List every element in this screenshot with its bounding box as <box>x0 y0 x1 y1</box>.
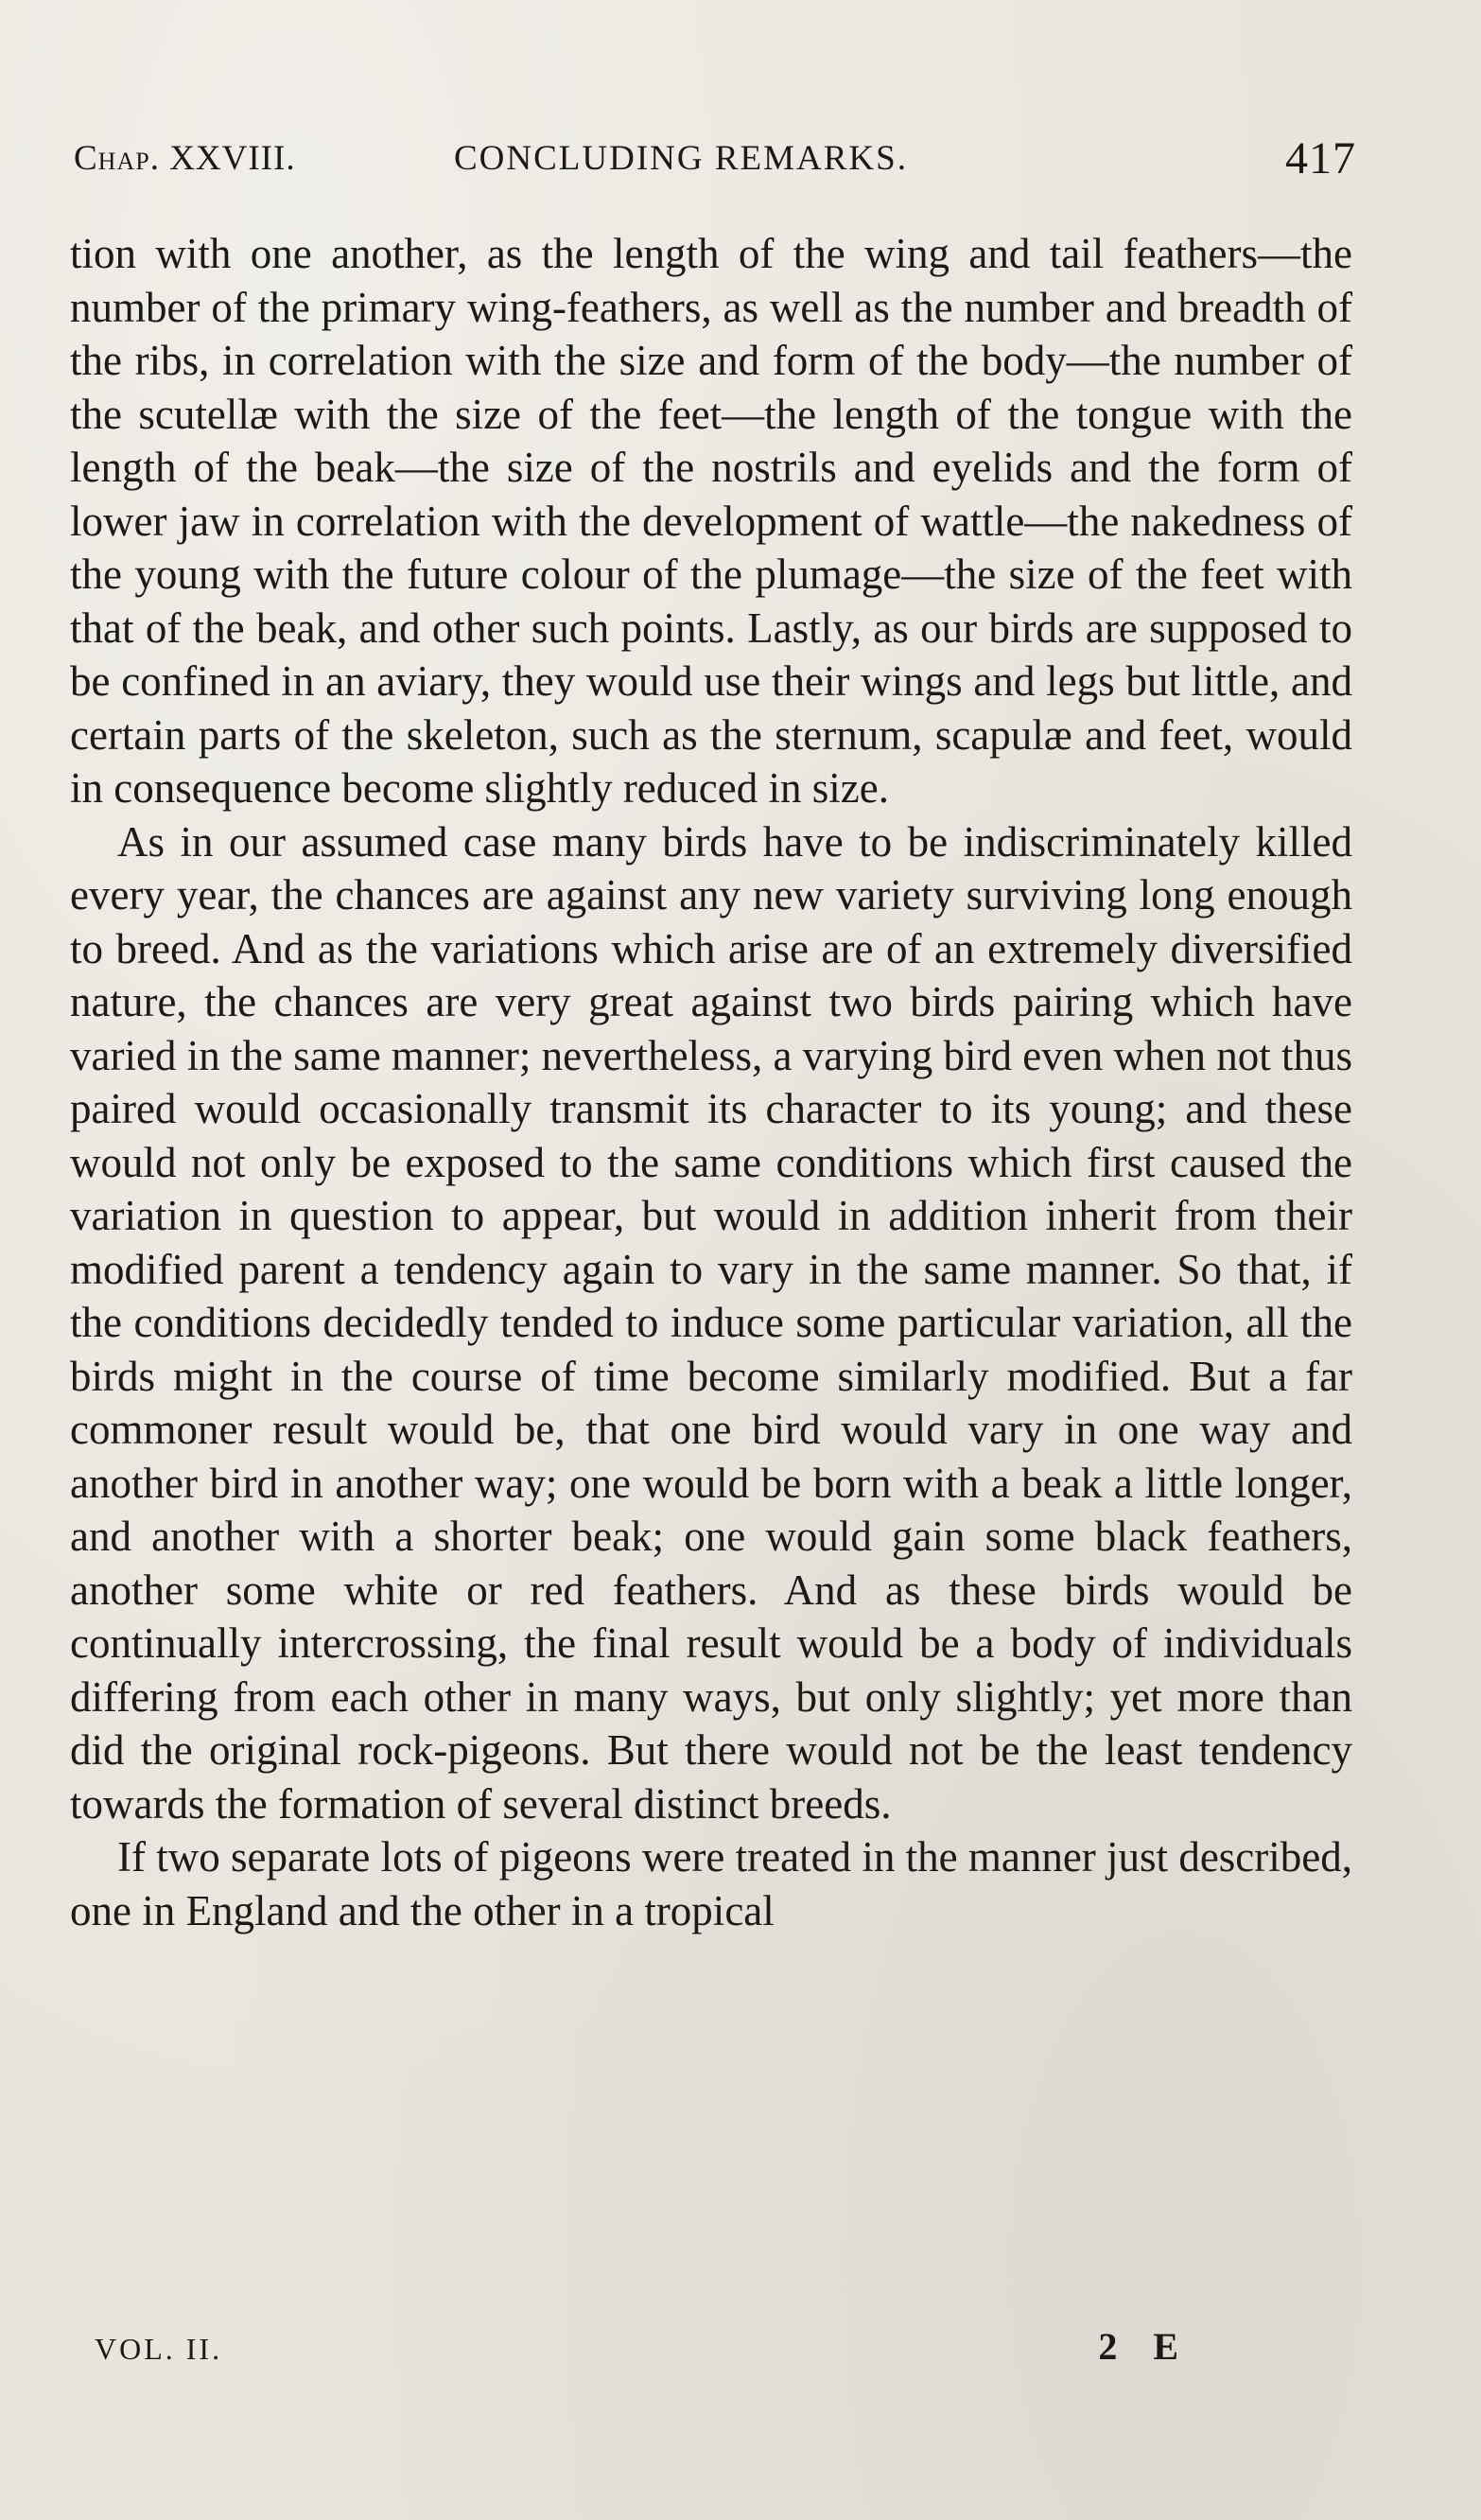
body-text <box>70 227 1352 1937</box>
paragraph-continued: tion with one another, as the length of the wing and tail feathers—the number of the primary wing-feathers, as well as the number and breadth of the ribs, in correlation with the size and form of the body—the number of the scutellæ with the size of the feet—the length of the tongue with the length of the beak—the size of the nostrils and eyelids and the form of lower jaw in correlation with the development of wattle—the nakedness of the young with the future colour of the plumage—the size of the feet with that of the beak, and other such points. Lastly, as our birds are supposed to be confined in an aviary, they would use their wings and legs but little, and certain parts of the skeleton, such as the sternum, scapulæ and feet, would in consequence become slightly reduced in size. <box>70 230 1352 812</box>
paragraph: If two separate lots of pigeons were treated in the manner just described, one in England and the other in a tropical <box>70 1833 1352 1934</box>
paragraph: As in our assumed case many birds have to be indiscriminately killed every year, the chances are against any new variety surviving long enough to breed. And as the variations which arise are of an extremely diversified nature, the chances are very great against two birds pairing which have varied in the same manner; nevertheless, a varying bird even when not thus paired would occasionally transmit its character to its young; and these would not only be exposed to the same conditions which first caused the variation in question to appear, but would in addition inherit from their modified parent a tendency again to vary in the same manner. So that, if the conditions decidedly tended to induce some particular variation, all the birds might in the course of time become similarly modified. But a far commoner result would be, that one bird would vary in one way and another bird in another way; one would be born with a beak a little longer, and another with a shorter beak; one would gain some black feathers, another some white or red feathers. And as these birds would be continually intercrossing, the final result would be a body of individuals differing from each other in many ways, but only slightly; yet more than did the original rock-pigeons. But there would not be the least tendency towards the formation of several distinct breeds. <box>70 817 1352 1828</box>
page-number: 417 <box>1285 133 1356 184</box>
signature-mark: 2 E <box>1098 2325 1192 2368</box>
running-title: CONCLUDING REMARKS. <box>454 139 908 178</box>
running-header <box>74 132 1356 189</box>
volume-label: VOL. II. <box>95 2332 223 2366</box>
chapter-label: Chap. XXVIII. <box>74 139 296 178</box>
